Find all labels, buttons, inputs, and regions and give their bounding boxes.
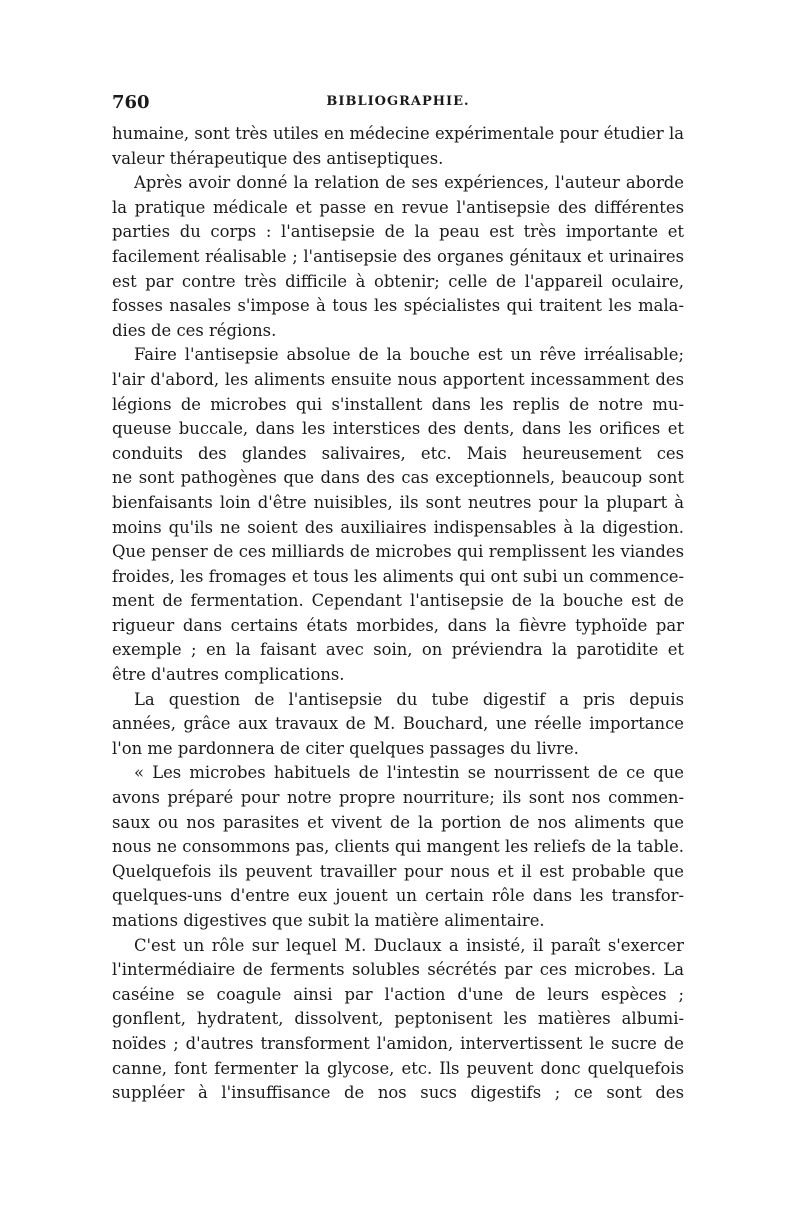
book-page	[112, 92, 684, 1106]
text-line: Quelquefois ils peuvent travailler pour nous et il est probable que	[112, 861, 684, 881]
text-line: C'est un rôle sur lequel M. Duclaux a insisté, il paraît s'exercer	[134, 935, 684, 955]
text-line: dies de ces régions.	[112, 320, 277, 340]
text-line: Après avoir donné la relation de ses expériences, l'auteur aborde	[134, 173, 684, 193]
text-line: exemple ; en la faisant avec soin, on préviendra la parotidite et	[112, 640, 684, 660]
text-line: nous ne consommons pas, clients qui mangent les reliefs de la table.	[112, 837, 684, 857]
text-line: froides, les fromages et tous les aliments qui ont subi un commence-	[112, 566, 684, 586]
text-line: canne, font fermenter la glycose, etc. Ils peuvent donc quelquefois	[112, 1058, 684, 1078]
text-line: années, grâce aux travaux de M. Bouchard, une réelle importance	[112, 714, 684, 734]
text-line: moins qu'ils ne soient des auxiliaires indispensables à la digestion.	[112, 517, 684, 537]
text-line: queuse buccale, dans les interstices des dents, dans les orifices et	[112, 419, 684, 439]
text-line: ne sont pathogènes que dans des cas exceptionnels, beaucoup sont	[112, 468, 684, 488]
text-line: « Les microbes habituels de l'intestin se nourrissent de ce que	[134, 763, 684, 783]
text-line: conduits des glandes salivaires, etc. Mais heureusement ces	[112, 443, 684, 463]
text-line: la pratique médicale et passe en revue l'antisepsie des différentes	[112, 197, 684, 217]
text-line: l'intermédiaire de ferments solubles sécrétés par ces microbes. La	[112, 960, 684, 980]
body-text	[112, 122, 684, 1106]
text-line: quelques-uns d'entre eux jouent un certain rôle dans les transfor-	[112, 886, 684, 906]
text-line: caséine se coagule ainsi par l'action d'une de leurs espèces ;	[112, 984, 684, 1004]
text-line: rigueur dans certains états morbides, dans la fièvre typhoïde par	[112, 615, 684, 635]
text-line: suppléer à l'insuffisance de nos sucs digestifs ; ce sont des	[112, 1083, 684, 1103]
running-title: BIBLIOGRAPHIE.	[326, 94, 470, 109]
text-line: La question de l'antisepsie du tube digestif a pris depuis	[134, 689, 684, 709]
text-line: l'on me pardonnera de citer quelques passages du livre.	[112, 738, 579, 758]
text-line: parties du corps : l'antisepsie de la peau est très importante et	[112, 222, 684, 242]
text-line: est par contre très difficile à obtenir; celle de l'appareil oculaire,	[112, 271, 684, 291]
page-header	[112, 92, 684, 122]
text-line: valeur thérapeutique des antiseptiques.	[112, 148, 444, 168]
text-line: mations digestives que subit la matière alimentaire.	[112, 911, 545, 930]
text-line: gonflent, hydratent, dissolvent, peptonisent les matières albumi-	[112, 1009, 684, 1029]
text-line: ment de fermentation. Cependant l'antisepsie de la bouche est de	[112, 591, 684, 611]
text-line: bienfaisants loin d'être nuisibles, ils sont neutres pour la plupart à	[112, 492, 684, 512]
text-line: être d'autres complications.	[112, 665, 345, 685]
text-line: légions de microbes qui s'installent dans les replis de notre mu-	[112, 394, 684, 414]
text-line: noïdes ; d'autres transforment l'amidon, intervertissent le sucre de	[112, 1033, 684, 1053]
text-line: l'air d'abord, les aliments ensuite nous apportent incessamment des	[112, 369, 684, 389]
text-line: Que penser de ces milliards de microbes qui remplissent les viandes	[112, 542, 684, 562]
text-line: saux ou nos parasites et vivent de la portion de nos aliments que	[112, 812, 684, 832]
text-line: avons préparé pour notre propre nourriture; ils sont nos commen-	[112, 788, 684, 808]
text-line: facilement réalisable ; l'antisepsie des organes génitaux et urinaires	[112, 246, 684, 266]
page-number: 760	[112, 92, 150, 113]
text-line: humaine, sont très utiles en médecine expérimentale pour étudier la	[112, 124, 684, 143]
text-line: Faire l'antisepsie absolue de la bouche est un rêve irréalisable;	[134, 345, 684, 365]
text-line: fosses nasales s'impose à tous les spécialistes qui traitent les mala-	[112, 296, 684, 316]
